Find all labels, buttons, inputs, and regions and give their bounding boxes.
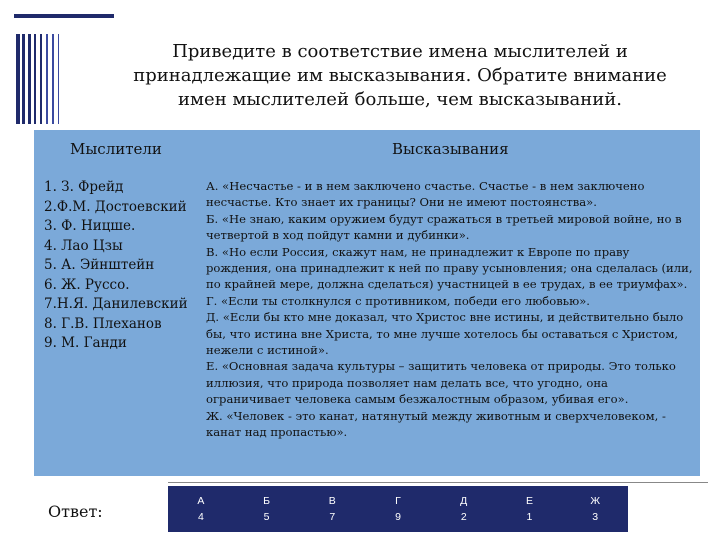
- answer-number: 3: [592, 511, 599, 523]
- slide-title: Приведите в соответствие имена мыслителей и принадлежащие им высказывания. Обратите внимание имен мыслителей больше, чем высказываний.: [133, 41, 667, 110]
- answer-number: 7: [329, 511, 336, 523]
- thinker-item: 7.Н.Я. Данилевский: [44, 296, 188, 312]
- answer-number: 5: [263, 511, 270, 523]
- quotes-header: Высказывания: [392, 140, 509, 158]
- answer-cell: [497, 486, 563, 532]
- answer-cell: [365, 486, 431, 532]
- thinkers-header: Мыслители: [70, 140, 162, 158]
- quote-item: А. «Несчастье - и в нем заключено счастье. Счастье - в нем заключено несчастье. Кто знает их границы? Они не имеют постоянства».: [206, 179, 645, 210]
- quote-item: Е. «Основная задача культуры – защитить человека от природы. Это только иллюзия, что природа позволяет нам делать все, что угодно, она ограничивает человека самым безжалостным образом, убивая его».: [206, 359, 676, 407]
- quote-item: Ж. «Человек - это канат, натянутый между животным и сверхчеловеком, - канат над пропастью».: [206, 408, 666, 440]
- divider: [168, 482, 708, 483]
- answer-cell: [168, 486, 234, 532]
- answer-letter: Д: [460, 495, 468, 507]
- thinker-item: 3. Ф. Ницше.: [44, 218, 136, 234]
- quote-item: Д. «Если бы кто мне доказал, что Христос вне истины, и действительно было бы, что истина вне Христа, то мне лучше хотелось бы оставаться с Христом, нежели с истиной».: [206, 310, 684, 358]
- answer-letter: Е: [525, 495, 533, 507]
- answer-number: 4: [197, 511, 204, 523]
- quote-item: Г. «Если ты столкнулся с противником, победи его любовью».: [206, 293, 590, 308]
- answer-number: 9: [395, 511, 401, 523]
- answer-cell: [234, 486, 300, 532]
- thinker-item: 6. Ж. Руссо.: [44, 276, 130, 293]
- quote-item: В. «Но если Россия, скажут нам, не принадлежит к Европе по праву рождения, она принадлежит к ней по праву усыновления; она сделалась (или, по крайней мере, должна сделаться) участницей в ее трудах, в ее триумфах».: [206, 244, 693, 292]
- answer-number: 2: [460, 511, 467, 523]
- thinker-item: 5. А. Эйнштейн: [44, 257, 155, 273]
- answer-letter: А: [197, 495, 205, 507]
- answer-cell: [299, 486, 365, 532]
- answer-letter: Г: [395, 495, 401, 507]
- answer-letter: В: [328, 495, 336, 507]
- thinkers-list: [44, 178, 214, 354]
- thinker-item: 1. З. Фрейд: [44, 179, 124, 195]
- thinker-item: 2.Ф.М. Достоевский: [44, 198, 187, 215]
- thinker-item: 4. Лао Цзы: [44, 237, 123, 254]
- decorative-bars: [14, 14, 114, 124]
- answer-cell: [562, 486, 628, 532]
- answer-letter: Б: [263, 495, 271, 507]
- quote-item: Б. «Не знаю, каким оружием будут сражаться в третьей мировой войне, но в четвертой в ход пойдут камни и дубинки».: [206, 211, 682, 243]
- answer-letter: Ж: [590, 495, 601, 507]
- answer-cell: [431, 486, 497, 532]
- thinker-item: 9. М. Ганди: [44, 335, 127, 351]
- answer-number: 1: [526, 511, 533, 523]
- answer-table: [168, 486, 628, 532]
- answer-label: Ответ:: [48, 502, 103, 521]
- quotes-list: [206, 178, 694, 441]
- thinker-item: 8. Г.В. Плеханов: [44, 315, 162, 332]
